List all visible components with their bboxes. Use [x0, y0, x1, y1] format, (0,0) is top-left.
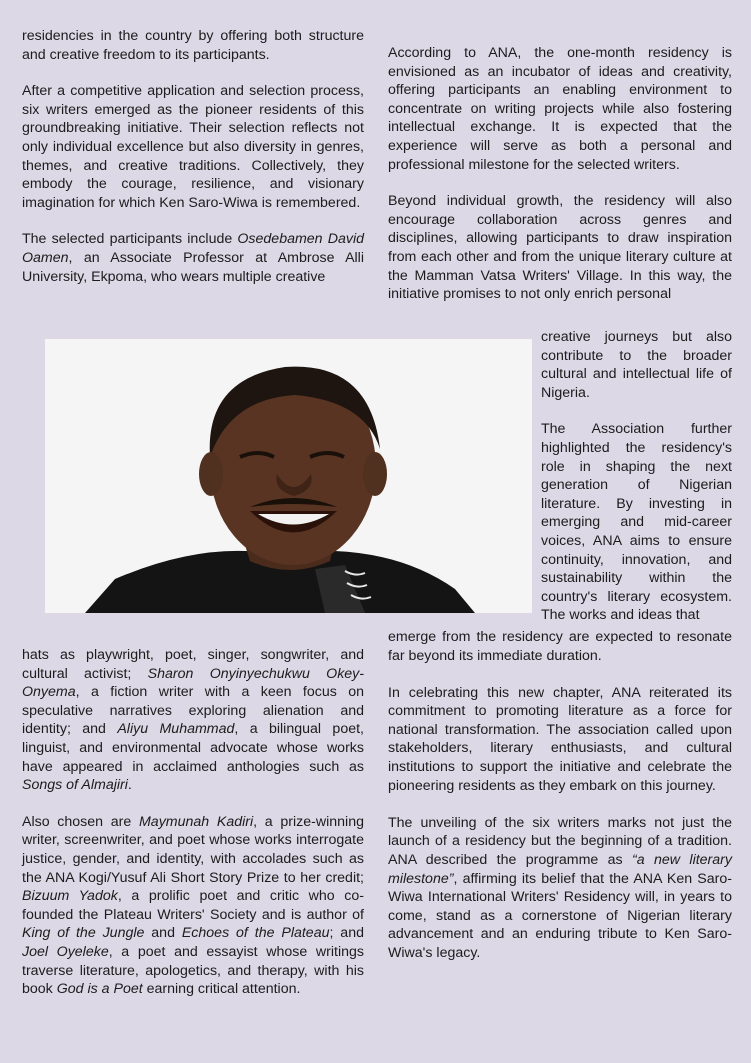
text-run: . [127, 777, 132, 794]
paragraph [22, 813, 364, 999]
paragraph: emerge from the residency are expected to resonate far beyond its immediate duration. [388, 629, 732, 664]
text-run: , an Associate Professor at Ambrose Alli University, Ekpoma, who wears multiple creative [22, 249, 364, 285]
paragraph: creative journeys but also contribute to the broader cultural and intellectual life of Nigeria. [541, 329, 732, 401]
paragraph: After a competitive application and selection process, six writers emerged as the pioneer residents of this groundbreaking initiative. Their selection reflects not only individual excellence but also diversity in genres, themes, and creative traditions. Collectively, they embody the courage, resilience, and visionary imagination for which Ken Saro-Wiwa is remembered. [22, 83, 364, 211]
book-title: God is a Poet [56, 981, 143, 998]
portrait-photo [45, 339, 532, 613]
column-left-top [22, 27, 364, 304]
text-run: hats as playwright, poet, singer, songwriter, and cultural activist; [22, 647, 364, 682]
paragraph: According to ANA, the one-month residency is envisioned as an incubator of ideas and creativity, offering participants an enabling environment to concentrate on writing projects while also fostering intellectual exchange. It is expected that the experience will serve as both a personal and professional milestone for the selected writers. [388, 45, 732, 173]
participant-name: Joel Oyeleke [22, 943, 109, 960]
text-run: , a fiction writer with a keen focus on speculative narratives exploring alienation and identity; and [22, 684, 364, 738]
column-right-bottom [388, 628, 732, 981]
book-title: Echoes of the Plateau [181, 925, 330, 942]
column-left-bottom [22, 646, 364, 1017]
paragraph [388, 814, 732, 963]
text-run: and [144, 925, 182, 942]
book-title: King of the Jungle [22, 925, 145, 942]
text-run: The unveiling of the six writers marks not just the launch of a residency but the beginning of a tradition. ANA described the programme as [388, 814, 732, 868]
paragraph [22, 646, 364, 795]
book-title: Songs of Almajiri [22, 777, 128, 794]
participant-name: Maymunah Kadiri [138, 813, 254, 830]
text-run: ; and [329, 925, 364, 942]
text-run: The selected participants include [22, 231, 238, 248]
paragraph: The Association further highlighted the residency's role in shaping the next generation of Nigerian literature. By investing in emerging and mid-career voices, ANA aims to ensure continuity, innovation, and sustainability within the country's literary ecosystem. The works and ideas that [541, 421, 732, 624]
column-right-wrap [541, 328, 732, 625]
text-run: , a poet and essayist whose writings traverse literature, apologetics, and therapy, with his book [22, 943, 365, 998]
paragraph: Beyond individual growth, the residency will also encourage collaboration across genres and disciplines, allowing participants to draw inspiration from each other and from the unique literary culture at the Mamman Vatsa Writers' Village. In this way, the initiative promises to not only enrich personal [388, 193, 732, 303]
participant-name: Sharon Onyinyechukwu Okey-Onyema [22, 665, 365, 701]
paragraph [22, 230, 364, 286]
text-run: Also chosen are [22, 813, 139, 830]
text-run: , a prolific poet and critic who co-founded the Plateau Writers' Society and is author of [22, 888, 364, 923]
paragraph: residencies in the country by offering both structure and creative freedom to its participants. [22, 28, 364, 63]
quote: “a new literary milestone” [388, 851, 732, 887]
text-run: , a prize-winning writer, screenwriter, and poet whose works interrogate justice, gender, and identity, with accolades such as the ANA Kogi/Yusuf Ali Short Story Prize to her credit; [22, 813, 364, 886]
paragraph: In celebrating this new chapter, ANA reiterated its commitment to promoting literature as a force for national transformation. The association called upon stakeholders, literary enthusiasts, and cultural institutions to support the initiative and celebrate the pioneering residents as they embark on this journey. [388, 684, 732, 794]
column-right-top [388, 44, 732, 322]
text-run: , a bilingual poet, linguist, and environmental advocate whose works have appeared in acclaimed anthologies such as [22, 721, 364, 775]
participant-name: Aliyu Muhammad [117, 721, 235, 738]
text-run: , affirming its belief that the ANA Ken Saro-Wiwa International Writers' Residency will, in years to come, stand as a cornerstone of Nigerian literary advancement and an enduring tribute to Ken Saro-Wiwa's legacy. [388, 870, 732, 961]
participant-name: Bizuum Yadok [22, 888, 118, 905]
text-run: earning critical attention. [142, 981, 301, 998]
participant-name: Osedebamen David Oamen [22, 231, 364, 266]
